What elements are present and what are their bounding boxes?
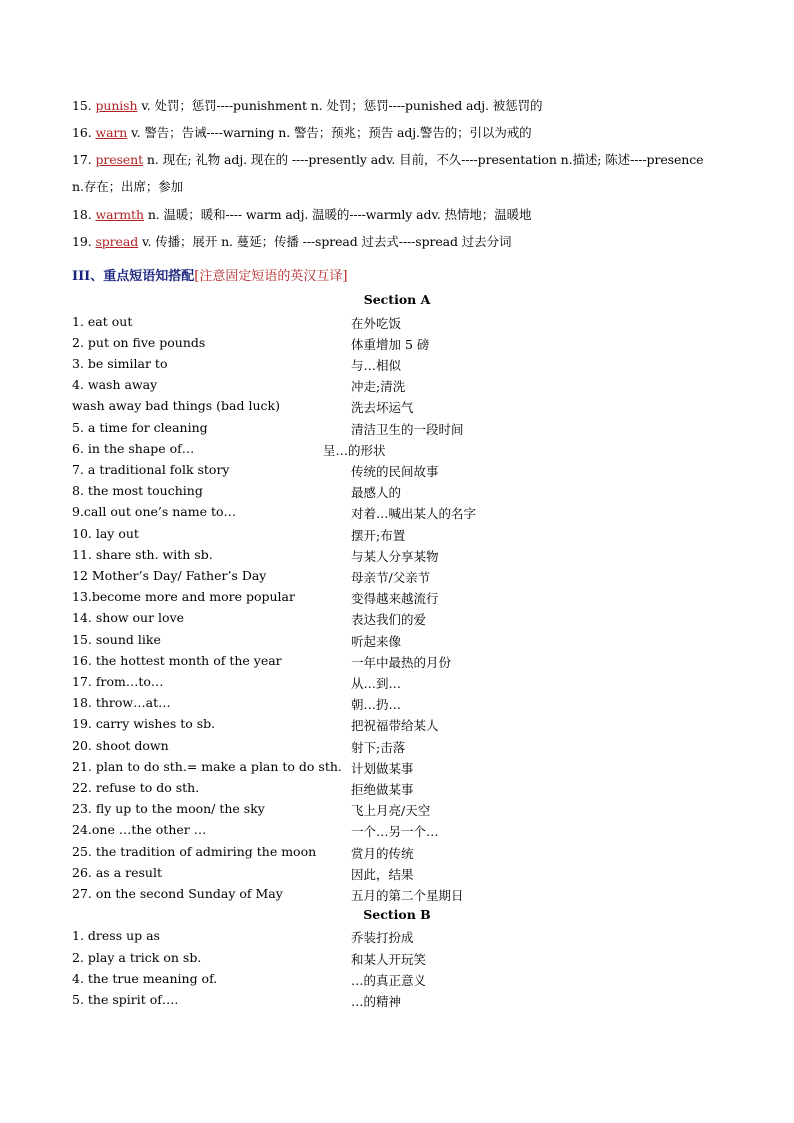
phrase-en: wash away bad things (bad luck) [72,398,280,413]
phrase-row [0,610,794,631]
phrase-cn: 与…相似 [351,358,402,373]
phrase-row [0,822,794,843]
phrase-cn: 赏月的传统 [351,846,414,861]
phrase-row [0,547,794,568]
phrase-en: 17. from…to… [72,674,164,689]
phrase-row [0,568,794,589]
vocab-definition: n. 现在; 礼物 adj. 现在的 ----presently adv. 目前，不久----presentation n.描述; 陈述----presence [146,152,704,167]
phrase-row [0,886,794,907]
vocab-line [72,150,703,168]
phrase-row [0,844,794,865]
phrase-row [0,483,794,504]
vocab-line [72,205,531,223]
phrase-en: 4. the true meaning of. [72,971,218,986]
phrase-cn: …的真正意义 [351,973,427,988]
phrase-cn: 朝…扔… [351,697,402,712]
phrase-cn: 变得越来越流行 [351,591,439,606]
phrase-row [0,716,794,737]
phrase-cn: 五月的第二个星期日 [351,888,464,903]
phrase-en: 10. lay out [72,526,139,541]
section-heading [72,265,347,284]
phrase-en: 7. a traditional folk story [72,462,230,477]
phrase-row [0,314,794,335]
phrase-cn: 拒绝做某事 [351,782,414,797]
phrase-row [0,441,794,462]
phrase-en: 5. the spirit of…. [72,992,179,1007]
phrase-en: 9.call out one’s name to… [72,504,237,519]
phrase-cn: 清洁卫生的一段时间 [351,422,464,437]
phrase-row [0,928,794,949]
phrase-row [0,632,794,653]
phrase-en: 23. fly up to the moon/ the sky [72,801,265,816]
phrase-en: 25. the tradition of admiring the moon [72,844,317,859]
phrase-en: 18. throw…at… [72,695,171,710]
phrase-en: 22. refuse to do sth. [72,780,200,795]
vocab-number: 16. [72,125,92,140]
vocab-line [72,232,511,250]
phrase-cn: 飞上月亮/天空 [351,803,431,818]
vocab-word: warn [95,125,128,140]
phrase-cn: 体重增加 5 磅 [351,337,430,352]
phrase-cn: 传统的民间故事 [351,464,439,479]
phrase-cn: 把祝福带给某人 [351,718,439,733]
phrase-cn: 在外吃饭 [351,316,402,331]
phrase-en: 2. play a trick on sb. [72,950,202,965]
section-a-title: Section A [363,292,431,307]
vocab-line [72,123,532,141]
phrase-cn: 摆开;布置 [351,528,406,543]
vocab-word: warmth [95,207,144,222]
phrase-row [0,504,794,525]
phrase-en: 14. show our love [72,610,185,625]
phrase-row [0,801,794,822]
phrase-en: 5. a time for cleaning [72,420,208,435]
phrase-en: 24.one …the other … [72,822,207,837]
vocab-definition: v. 警告；告诫----warning n. 警告；预兆；预告 adj.警告的；引以为戒的 [131,125,532,140]
phrase-cn: 因此，结果 [351,867,414,882]
heading-title: III、重点短语知搭配 [72,269,195,284]
phrase-en: 16. the hottest month of the year [72,653,282,668]
phrase-row [0,526,794,547]
phrase-row [0,589,794,610]
phrase-row [0,759,794,780]
phrase-en: 20. shoot down [72,738,169,753]
phrase-row [0,865,794,886]
vocab-line-continuation [72,177,183,195]
phrase-cn: 与某人分享某物 [351,549,439,564]
vocab-word: present [95,152,144,167]
vocab-word: spread [95,234,139,249]
phrase-cn: 母亲节/父亲节 [351,570,431,585]
phrase-row [0,653,794,674]
phrase-row [0,335,794,356]
phrase-en: 11. share sth. with sb. [72,547,213,562]
phrase-cn: 射下;击落 [351,740,406,755]
phrase-row [0,377,794,398]
phrase-en: 15. sound like [72,632,161,647]
phrase-cn: 对着…喊出某人的名字 [351,506,477,521]
phrase-cn: 听起来像 [351,634,402,649]
phrase-cn: 最感人的 [351,485,402,500]
phrase-en: 13.become more and more popular [72,589,295,604]
vocab-line [72,96,542,114]
phrase-en: 1. eat out [72,314,133,329]
phrase-cn: …的精神 [351,994,402,1009]
phrase-row [0,950,794,971]
phrase-cn: 一个…另一个… [351,824,439,839]
vocab-number: 18. [72,207,92,222]
phrase-row [0,738,794,759]
vocab-word: punish [95,98,138,113]
vocab-number: 19. [72,234,92,249]
phrase-en: 19. carry wishes to sb. [72,716,216,731]
vocab-definition: v. 传播；展开 n. 蔓延；传播 ---spread 过去式----spread 过去分词 [142,234,512,249]
phrase-row [0,462,794,483]
vocab-definition: v. 处罚；惩罚----punishment n. 处罚；惩罚----punished adj. 被惩罚的 [141,98,543,113]
phrase-en: 4. wash away [72,377,158,392]
section-b-title: Section B [363,907,431,922]
phrase-cn: 计划做某事 [351,761,414,776]
phrase-cn: 洗去坏运气 [351,400,414,415]
phrase-cn: 表达我们的爱 [351,612,427,627]
heading-note: [注意固定短语的英汉互译] [194,269,348,284]
phrase-en: 2. put on five pounds [72,335,206,350]
phrase-en: 27. on the second Sunday of May [72,886,283,901]
phrase-en: 6. in the shape of… [72,441,195,456]
phrase-row [0,992,794,1013]
phrase-en: 3. be similar to [72,356,168,371]
phrase-row [0,674,794,695]
phrase-row [0,695,794,716]
phrase-cn: 从…到… [351,676,402,691]
phrase-cn: 呈…的形状 [323,443,386,458]
phrase-cn: 和某人开玩笑 [351,952,427,967]
phrase-cn: 一年中最热的月份 [351,655,452,670]
phrase-row [0,398,794,419]
phrase-row [0,971,794,992]
vocab-definition: n.存在；出席；参加 [72,179,184,194]
phrase-en: 8. the most touching [72,483,203,498]
phrase-en: 12 Mother’s Day/ Father’s Day [72,568,267,583]
phrase-en: 21. plan to do sth.= make a plan to do sth. [72,759,342,774]
phrase-row [0,420,794,441]
vocab-definition: n. 温暖；暖和---- warm adj. 温暖的----warmly adv. 热情地；温暖地 [147,207,532,222]
phrase-en: 26. as a result [72,865,162,880]
phrase-row [0,356,794,377]
vocab-number: 17. [72,152,92,167]
vocab-number: 15. [72,98,92,113]
phrase-en: 1. dress up as [72,928,160,943]
phrase-row [0,780,794,801]
phrase-cn: 乔装打扮成 [351,930,414,945]
phrase-cn: 冲走;清洗 [351,379,406,394]
